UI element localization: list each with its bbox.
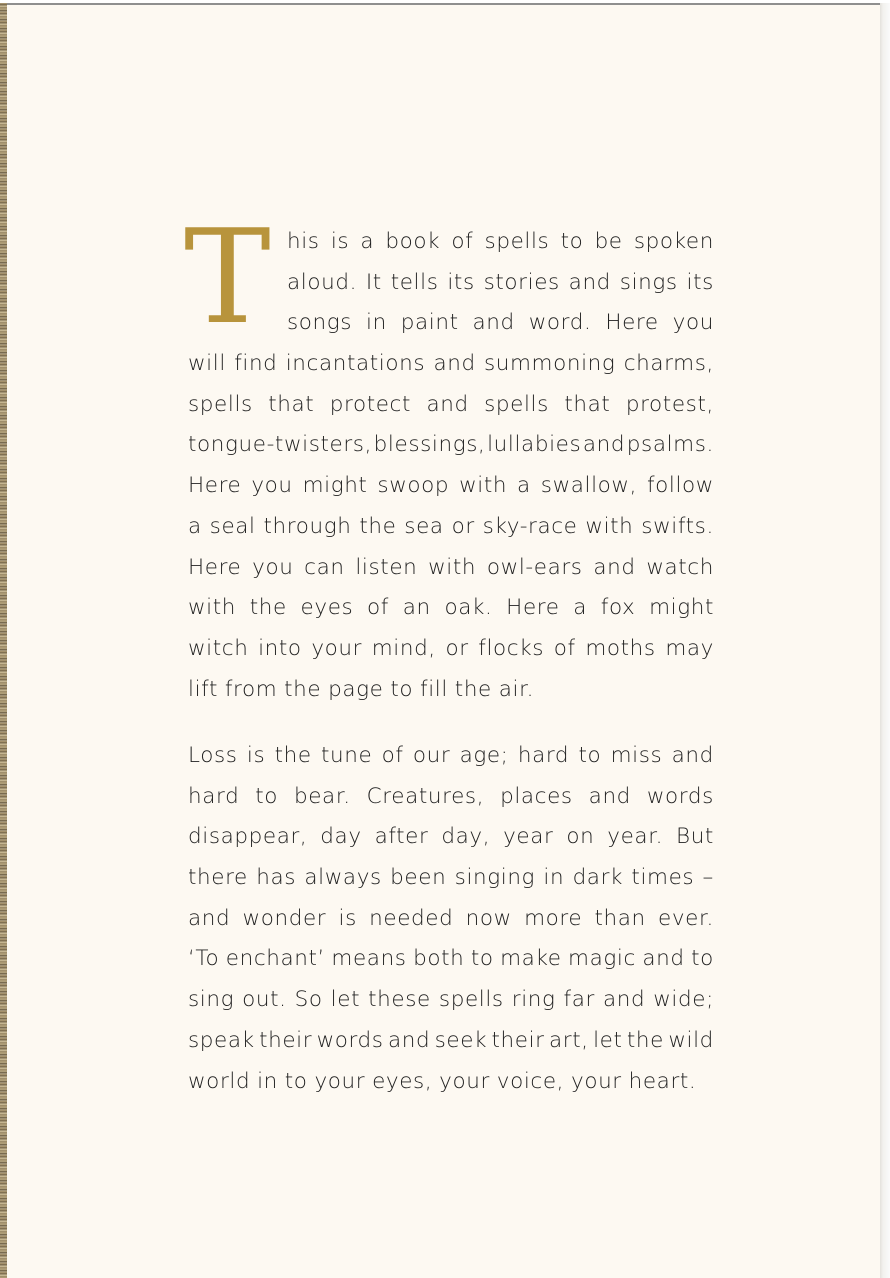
word: the xyxy=(284,676,322,702)
word: follow xyxy=(646,473,714,499)
word: and xyxy=(642,946,685,972)
text-line xyxy=(287,303,714,344)
word: charms, xyxy=(623,351,714,377)
text-line xyxy=(188,385,714,426)
word: the xyxy=(359,513,397,539)
word: age; xyxy=(459,743,509,768)
word: you xyxy=(251,473,293,499)
word: day xyxy=(320,824,362,850)
word: spells xyxy=(484,229,550,254)
word: blessings, xyxy=(373,432,486,458)
word: with xyxy=(459,473,508,499)
text-line xyxy=(188,344,714,385)
word: mind, xyxy=(371,635,436,661)
word: psalms. xyxy=(626,432,714,458)
word: Here xyxy=(188,473,242,499)
word: and xyxy=(433,351,476,377)
word: world xyxy=(188,1068,251,1094)
word: to xyxy=(255,783,279,809)
text-line xyxy=(188,507,714,548)
word: sing xyxy=(188,987,235,1013)
word: magic xyxy=(568,946,636,972)
word: and xyxy=(588,783,631,809)
text-line xyxy=(188,777,714,818)
word: his xyxy=(287,229,320,254)
text-line xyxy=(287,222,714,263)
word: their xyxy=(491,1027,545,1053)
word: paint xyxy=(400,310,459,336)
word: a xyxy=(360,229,375,254)
word: after xyxy=(374,824,429,850)
word: protest, xyxy=(625,391,714,417)
word: sings xyxy=(619,269,678,295)
word: ‘To xyxy=(188,946,220,972)
word: to xyxy=(470,946,494,972)
word: with xyxy=(188,595,237,621)
word: wide; xyxy=(653,987,714,1013)
word: Loss xyxy=(188,743,238,768)
word: heart. xyxy=(628,1068,697,1094)
word: on xyxy=(566,824,595,850)
word: day, xyxy=(441,824,491,850)
text-line xyxy=(188,736,714,777)
word: summoning xyxy=(483,351,616,377)
word: stories xyxy=(483,269,560,295)
word: its xyxy=(686,269,714,295)
word: both xyxy=(413,946,465,972)
word: Here xyxy=(188,554,242,580)
word: disappear, xyxy=(188,824,308,850)
word: into xyxy=(258,635,302,661)
text-line xyxy=(188,548,714,589)
text-line xyxy=(287,263,714,304)
word: owl-ears xyxy=(486,554,583,580)
word: lift xyxy=(188,676,218,702)
word: to xyxy=(390,676,414,702)
word: enchant’ xyxy=(225,946,325,972)
word: the xyxy=(274,743,312,768)
word: songs xyxy=(287,310,353,336)
text-line xyxy=(188,670,714,711)
text-line xyxy=(188,939,714,980)
word: spoken xyxy=(633,229,714,254)
word: dark xyxy=(572,865,624,891)
word: you xyxy=(672,310,714,336)
word: hard xyxy=(188,783,240,809)
word: these xyxy=(368,987,431,1013)
text-line xyxy=(188,466,714,507)
paragraph-1 xyxy=(188,222,714,710)
word: in xyxy=(366,310,387,336)
text-line xyxy=(188,629,714,670)
word: aloud. xyxy=(287,269,358,295)
word: Here xyxy=(506,595,560,621)
word: protect xyxy=(329,391,412,417)
word: tongue-twisters, xyxy=(188,432,373,458)
word: swifts. xyxy=(641,513,714,539)
word: sea xyxy=(404,513,444,539)
word: tune xyxy=(320,743,373,768)
word: always xyxy=(304,865,382,891)
word: now xyxy=(465,905,512,931)
word: and xyxy=(568,269,611,295)
word: sky-race xyxy=(482,513,578,539)
word: an xyxy=(402,595,431,621)
word: of xyxy=(553,635,576,661)
page-edge-shadow xyxy=(880,3,890,1278)
word: let xyxy=(593,1027,623,1053)
word: ever. xyxy=(658,905,714,931)
word: in xyxy=(543,865,565,891)
word: can xyxy=(304,554,345,580)
word: fill xyxy=(420,676,448,702)
word: wild xyxy=(668,1027,714,1053)
word: spells xyxy=(188,391,253,417)
word: find xyxy=(234,351,278,377)
word: or xyxy=(445,635,469,661)
word: there xyxy=(188,865,248,891)
word: will xyxy=(188,351,226,377)
word: year xyxy=(503,824,554,850)
word: with xyxy=(585,513,634,539)
word: Creatures, xyxy=(366,783,485,809)
word: seal xyxy=(209,513,256,539)
word: a xyxy=(188,513,202,539)
word: and xyxy=(602,987,646,1013)
word: from xyxy=(224,676,278,702)
text-line xyxy=(188,425,714,466)
word: through xyxy=(263,513,352,539)
word: fox xyxy=(600,595,636,621)
word: hard xyxy=(517,743,570,768)
word: may xyxy=(665,635,714,661)
word: wonder xyxy=(242,905,327,931)
word: the xyxy=(626,1027,664,1053)
word: seek xyxy=(434,1027,488,1053)
word: needed xyxy=(369,905,454,931)
text-line xyxy=(188,899,714,940)
word: ring xyxy=(511,987,556,1013)
word: air. xyxy=(498,676,535,702)
word: and xyxy=(593,554,636,580)
word: art, xyxy=(549,1027,589,1053)
word: So xyxy=(294,987,323,1013)
word: far xyxy=(563,987,595,1013)
word: means xyxy=(331,946,407,972)
word: singing xyxy=(454,865,536,891)
word: has xyxy=(256,865,297,891)
word: spells xyxy=(484,391,549,417)
word: But xyxy=(676,824,714,850)
word: oak. xyxy=(444,595,493,621)
word: moths xyxy=(585,635,656,661)
word: voice, xyxy=(496,1068,565,1094)
word: in xyxy=(257,1068,278,1094)
word: more xyxy=(524,905,583,931)
word: miss xyxy=(610,743,663,768)
word: witch xyxy=(188,635,249,661)
word: Here xyxy=(605,310,659,336)
word: spells xyxy=(438,987,504,1013)
word: flocks xyxy=(478,635,545,661)
paragraph-2 xyxy=(188,736,714,1102)
word: might xyxy=(302,473,368,499)
word: with xyxy=(428,554,477,580)
word: watch xyxy=(646,554,714,580)
word: listen xyxy=(355,554,418,580)
word: the xyxy=(249,595,287,621)
word: words xyxy=(316,1027,384,1053)
word: their xyxy=(259,1027,313,1053)
word: year. xyxy=(607,824,664,850)
drop-cap: T xyxy=(184,201,271,353)
word: word. xyxy=(528,310,592,336)
word: It xyxy=(365,269,382,295)
word: bear. xyxy=(293,783,351,809)
word: be xyxy=(594,229,623,254)
word: to xyxy=(560,229,584,254)
word: our xyxy=(412,743,451,768)
word: and xyxy=(472,310,515,336)
word: to xyxy=(284,1068,308,1094)
word: or xyxy=(451,513,475,539)
word: a xyxy=(517,473,531,499)
gilded-page-edge xyxy=(0,3,7,1278)
word: a xyxy=(573,595,588,621)
word: its xyxy=(447,269,475,295)
word: the xyxy=(454,676,492,702)
word: to xyxy=(691,946,714,972)
word: of xyxy=(381,743,404,768)
word: and xyxy=(582,432,626,458)
word: of xyxy=(451,229,474,254)
word: times xyxy=(631,865,695,891)
word: tells xyxy=(390,269,439,295)
word: page xyxy=(328,676,384,702)
word: that xyxy=(564,391,611,417)
word: places xyxy=(500,783,573,809)
word: swoop xyxy=(377,473,450,499)
word: speak xyxy=(188,1027,255,1053)
word: you xyxy=(252,554,294,580)
word: words xyxy=(646,783,714,809)
word: than xyxy=(594,905,646,931)
text-line xyxy=(188,588,714,629)
word: been xyxy=(390,865,447,891)
word: that xyxy=(268,391,315,417)
text-line xyxy=(188,858,714,899)
word: let xyxy=(330,987,361,1013)
word: – xyxy=(702,865,714,891)
word: your xyxy=(571,1068,622,1094)
word: is xyxy=(330,229,350,254)
word: swallow, xyxy=(540,473,638,499)
word: out. xyxy=(242,987,287,1013)
word: is xyxy=(338,905,357,931)
word: and xyxy=(426,391,469,417)
text-line xyxy=(188,980,714,1021)
word: of xyxy=(367,595,389,621)
word: book xyxy=(385,229,441,254)
word: is xyxy=(246,743,266,768)
word: eyes xyxy=(300,595,354,621)
text-line xyxy=(188,1021,714,1062)
word: eyes, xyxy=(372,1068,433,1094)
word: lullabies xyxy=(487,432,582,458)
word: make xyxy=(500,946,562,972)
word: and xyxy=(388,1027,431,1053)
word: your xyxy=(439,1068,490,1094)
word: your xyxy=(314,1068,366,1094)
word: your xyxy=(311,635,363,661)
text-line xyxy=(188,1062,714,1103)
word: to xyxy=(578,743,602,768)
word: incantations xyxy=(285,351,426,377)
word: and xyxy=(671,743,714,768)
word: might xyxy=(649,595,714,621)
word: and xyxy=(188,905,231,931)
text-line xyxy=(188,817,714,858)
